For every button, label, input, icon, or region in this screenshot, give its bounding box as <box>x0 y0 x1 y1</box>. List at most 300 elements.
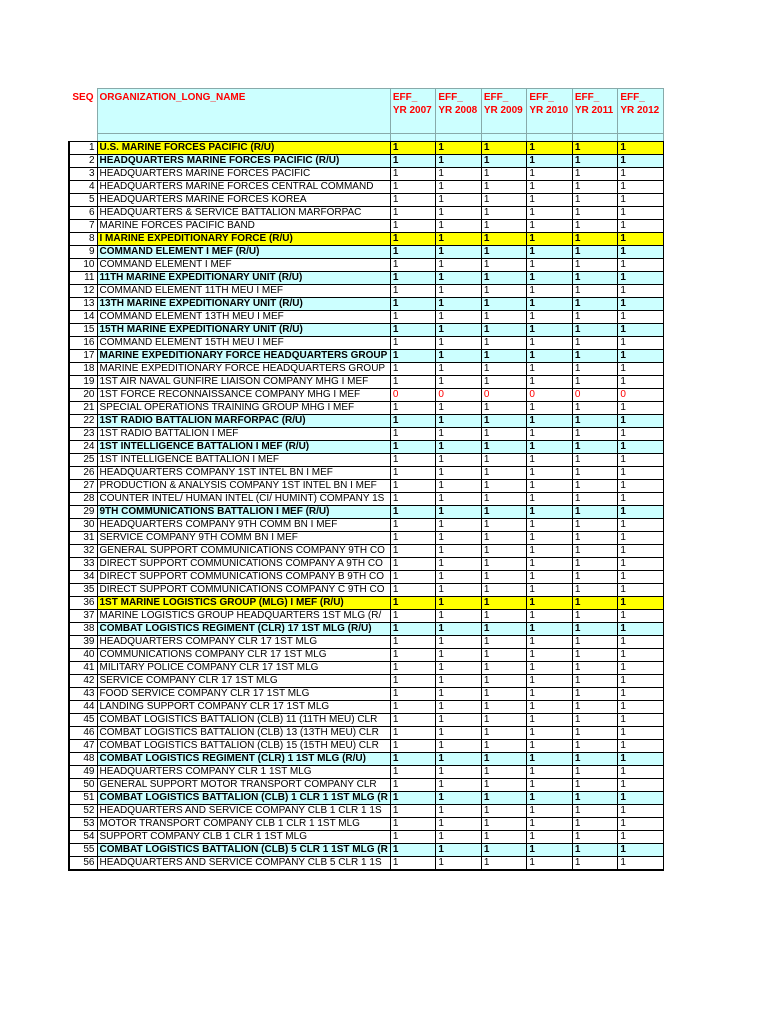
year-value-cell: 1 <box>390 584 436 597</box>
year-value-cell: 1 <box>572 415 618 428</box>
year-value-cell: 1 <box>572 532 618 545</box>
spacer-cell <box>527 134 573 142</box>
year-value-cell: 1 <box>481 779 527 792</box>
year-value-cell: 1 <box>390 792 436 805</box>
year-value-cell: 1 <box>390 233 436 246</box>
year-value-cell: 1 <box>481 558 527 571</box>
year-value-cell: 1 <box>390 597 436 610</box>
year-value-cell: 1 <box>390 831 436 844</box>
year-value-cell: 1 <box>572 805 618 818</box>
year-value-cell: 1 <box>481 818 527 831</box>
year-value-cell: 1 <box>572 493 618 506</box>
year-value-cell: 1 <box>481 441 527 454</box>
year-value-cell: 1 <box>390 558 436 571</box>
organization-table <box>68 88 664 871</box>
year-value-cell: 1 <box>436 857 482 871</box>
year-value-cell: 1 <box>527 792 573 805</box>
year-value-cell: 1 <box>436 766 482 779</box>
org-name-cell: HEADQUARTERS COMPANY CLR 1 1ST MLG <box>97 766 390 779</box>
year-value-cell: 1 <box>527 350 573 363</box>
seq-cell: 50 <box>69 779 97 792</box>
year-value-cell: 1 <box>572 623 618 636</box>
org-name-cell: SPECIAL OPERATIONS TRAINING GROUP MHG I MEF <box>97 402 390 415</box>
year-value-cell: 1 <box>618 571 664 584</box>
year-value-cell: 1 <box>527 272 573 285</box>
seq-cell: 47 <box>69 740 97 753</box>
year-value-cell: 1 <box>572 441 618 454</box>
year-value-cell: 1 <box>436 688 482 701</box>
org-name-cell: 13TH MARINE EXPEDITIONARY UNIT (R/U) <box>97 298 390 311</box>
year-value-cell: 1 <box>572 519 618 532</box>
year-value-cell: 1 <box>481 740 527 753</box>
seq-cell: 13 <box>69 298 97 311</box>
year-value-cell: 1 <box>481 753 527 766</box>
year-value-cell: 1 <box>436 324 482 337</box>
org-name-cell: DIRECT SUPPORT COMMUNICATIONS COMPANY A 9TH CO <box>97 558 390 571</box>
year-value-cell: 1 <box>436 493 482 506</box>
year-value-cell: 1 <box>481 467 527 480</box>
year-value-cell: 1 <box>436 194 482 207</box>
year-value-cell: 1 <box>436 181 482 194</box>
year-value-cell: 1 <box>436 259 482 272</box>
year-value-cell: 1 <box>436 714 482 727</box>
year-value-cell: 1 <box>618 636 664 649</box>
table-row <box>69 181 663 194</box>
year-value-cell: 1 <box>436 727 482 740</box>
org-name-cell: HEADQUARTERS AND SERVICE COMPANY CLB 1 CLR 1 1S <box>97 805 390 818</box>
year-value-cell: 1 <box>481 428 527 441</box>
year-value-cell: 1 <box>390 805 436 818</box>
org-name-cell: HEADQUARTERS MARINE FORCES KOREA <box>97 194 390 207</box>
year-value-cell: 1 <box>572 727 618 740</box>
year-value-cell: 1 <box>390 610 436 623</box>
year-value-cell: 1 <box>527 701 573 714</box>
year-value-cell: 1 <box>618 649 664 662</box>
year-value-cell: 0 <box>572 389 618 402</box>
year-value-cell: 0 <box>436 389 482 402</box>
year-value-cell: 1 <box>390 454 436 467</box>
year-value-cell: 1 <box>390 402 436 415</box>
table-row <box>69 389 663 402</box>
seq-cell: 54 <box>69 831 97 844</box>
year-value-cell: 1 <box>436 740 482 753</box>
year-value-cell: 1 <box>436 558 482 571</box>
year-value-cell: 1 <box>436 805 482 818</box>
year-value-cell: 1 <box>618 675 664 688</box>
year-value-cell: 1 <box>527 727 573 740</box>
year-value-cell: 1 <box>618 272 664 285</box>
seq-cell: 4 <box>69 181 97 194</box>
year-value-cell: 1 <box>390 519 436 532</box>
table-row <box>69 857 663 871</box>
year-value-cell: 1 <box>572 688 618 701</box>
table-row <box>69 194 663 207</box>
spacer-cell <box>97 134 390 142</box>
seq-cell: 8 <box>69 233 97 246</box>
year-value-cell: 1 <box>572 324 618 337</box>
year-value-cell: 1 <box>481 337 527 350</box>
year-value-cell: 1 <box>390 701 436 714</box>
year-value-cell: 1 <box>572 428 618 441</box>
year-value-cell: 1 <box>572 558 618 571</box>
table-row <box>69 402 663 415</box>
year-value-cell: 1 <box>572 636 618 649</box>
table-row <box>69 324 663 337</box>
year-value-cell: 1 <box>390 285 436 298</box>
table-row <box>69 142 663 155</box>
year-value-cell: 1 <box>527 818 573 831</box>
spacer-cell <box>69 134 97 142</box>
table-row <box>69 714 663 727</box>
org-name-cell: DIRECT SUPPORT COMMUNICATIONS COMPANY C 9TH CO <box>97 584 390 597</box>
year-value-cell: 1 <box>618 376 664 389</box>
org-name-cell: HEADQUARTERS MARINE FORCES PACIFIC <box>97 168 390 181</box>
year-value-cell: 1 <box>618 311 664 324</box>
year-value-cell: 1 <box>481 207 527 220</box>
seq-cell: 40 <box>69 649 97 662</box>
year-value-cell: 1 <box>481 727 527 740</box>
year-value-cell: 1 <box>618 584 664 597</box>
year-value-cell: 1 <box>618 844 664 857</box>
year-value-cell: 1 <box>527 532 573 545</box>
table-row <box>69 753 663 766</box>
year-value-cell: 1 <box>527 480 573 493</box>
org-name-cell: MARINE LOGISTICS GROUP HEADQUARTERS 1ST MLG (R/ <box>97 610 390 623</box>
seq-cell: 48 <box>69 753 97 766</box>
year-value-cell: 1 <box>618 142 664 155</box>
year-value-cell: 1 <box>436 480 482 493</box>
table-row <box>69 441 663 454</box>
year-value-cell: 1 <box>527 441 573 454</box>
year-value-cell: 1 <box>618 155 664 168</box>
year-value-cell: 1 <box>527 805 573 818</box>
year-value-cell: 1 <box>527 636 573 649</box>
org-name-cell: 9TH COMMUNICATIONS BATTALION I MEF (R/U) <box>97 506 390 519</box>
year-value-cell: 1 <box>390 298 436 311</box>
seq-cell: 38 <box>69 623 97 636</box>
year-value-cell: 1 <box>481 701 527 714</box>
year-value-cell: 1 <box>481 493 527 506</box>
seq-cell: 18 <box>69 363 97 376</box>
year-value-cell: 1 <box>436 285 482 298</box>
year-value-cell: 1 <box>436 584 482 597</box>
table-row <box>69 740 663 753</box>
year-value-cell: 1 <box>572 207 618 220</box>
table-row <box>69 597 663 610</box>
year-value-cell: 1 <box>618 766 664 779</box>
year-value-cell: 1 <box>618 532 664 545</box>
year-value-cell: 1 <box>390 675 436 688</box>
org-name-cell: COMBAT LOGISTICS BATTALION (CLB) 11 (11TH MEU) CLR <box>97 714 390 727</box>
year-value-cell: 1 <box>481 376 527 389</box>
year-value-cell: 1 <box>618 545 664 558</box>
org-name-cell: MARINE EXPEDITIONARY FORCE HEADQUARTERS GROUP <box>97 363 390 376</box>
year-value-cell: 1 <box>618 714 664 727</box>
year-value-cell: 1 <box>527 688 573 701</box>
org-name-cell: MARINE EXPEDITIONARY FORCE HEADQUARTERS GROUP <box>97 350 390 363</box>
year-value-cell: 1 <box>527 337 573 350</box>
year-value-cell: 1 <box>527 311 573 324</box>
org-name-cell: GENERAL SUPPORT COMMUNICATIONS COMPANY 9TH CO <box>97 545 390 558</box>
year-value-cell: 1 <box>481 324 527 337</box>
year-value-cell: 1 <box>527 714 573 727</box>
table-row <box>69 155 663 168</box>
year-value-cell: 1 <box>390 142 436 155</box>
year-value-cell: 1 <box>436 233 482 246</box>
table-row <box>69 519 663 532</box>
year-value-cell: 1 <box>618 480 664 493</box>
org-name-cell: 1ST FORCE RECONNAISSANCE COMPANY MHG I MEF <box>97 389 390 402</box>
org-name-cell: MOTOR TRANSPORT COMPANY CLB 1 CLR 1 1ST MLG <box>97 818 390 831</box>
year-value-cell: 1 <box>390 727 436 740</box>
seq-cell: 12 <box>69 285 97 298</box>
year-value-cell: 1 <box>481 597 527 610</box>
year-value-cell: 1 <box>572 844 618 857</box>
seq-cell: 37 <box>69 610 97 623</box>
seq-cell: 46 <box>69 727 97 740</box>
year-value-cell: 1 <box>481 532 527 545</box>
year-value-cell: 1 <box>618 220 664 233</box>
year-value-cell: 1 <box>481 480 527 493</box>
table-row <box>69 831 663 844</box>
table-row <box>69 584 663 597</box>
year-value-cell: 1 <box>390 714 436 727</box>
seq-cell: 42 <box>69 675 97 688</box>
org-name-cell: PRODUCTION & ANALYSIS COMPANY 1ST INTEL BN I MEF <box>97 480 390 493</box>
table-row <box>69 506 663 519</box>
table-row <box>69 350 663 363</box>
year-value-cell: 1 <box>572 350 618 363</box>
org-name-cell: COUNTER INTEL/ HUMAN INTEL (CI/ HUMINT) COMPANY 1S <box>97 493 390 506</box>
year-value-cell: 1 <box>572 714 618 727</box>
year-value-cell: 1 <box>481 454 527 467</box>
year-value-cell: 1 <box>527 194 573 207</box>
year-value-cell: 1 <box>436 467 482 480</box>
year-value-cell: 1 <box>390 441 436 454</box>
seq-cell: 19 <box>69 376 97 389</box>
year-value-cell: 1 <box>572 285 618 298</box>
table-row <box>69 415 663 428</box>
year-value-cell: 1 <box>618 168 664 181</box>
year-value-cell: 1 <box>572 168 618 181</box>
year-value-cell: 1 <box>527 831 573 844</box>
year-value-cell: 1 <box>618 558 664 571</box>
year-value-cell: 1 <box>618 662 664 675</box>
seq-cell: 10 <box>69 259 97 272</box>
year-value-cell: 1 <box>572 194 618 207</box>
spacer-cell <box>436 134 482 142</box>
year-value-cell: 1 <box>481 246 527 259</box>
org-name-cell: 1ST INTELLIGENCE BATTALION I MEF <box>97 454 390 467</box>
year-value-cell: 1 <box>390 259 436 272</box>
year-value-cell: 0 <box>481 389 527 402</box>
seq-cell: 33 <box>69 558 97 571</box>
year-value-cell: 1 <box>527 155 573 168</box>
year-value-cell: 1 <box>390 662 436 675</box>
year-value-cell: 1 <box>390 350 436 363</box>
year-value-cell: 1 <box>572 311 618 324</box>
year-value-cell: 1 <box>527 545 573 558</box>
year-header: EFF_ YR 2007 <box>390 89 436 134</box>
year-value-cell: 1 <box>572 766 618 779</box>
org-name-cell: SERVICE COMPANY 9TH COMM BN I MEF <box>97 532 390 545</box>
year-value-cell: 1 <box>618 506 664 519</box>
year-value-cell: 1 <box>390 428 436 441</box>
year-value-cell: 1 <box>572 337 618 350</box>
seq-cell: 2 <box>69 155 97 168</box>
table-row <box>69 818 663 831</box>
year-value-cell: 1 <box>390 168 436 181</box>
year-value-cell: 1 <box>436 441 482 454</box>
year-value-cell: 1 <box>618 610 664 623</box>
org-name-cell: SUPPORT COMPANY CLB 1 CLR 1 1ST MLG <box>97 831 390 844</box>
year-value-cell: 1 <box>618 337 664 350</box>
seq-cell: 31 <box>69 532 97 545</box>
year-value-cell: 1 <box>390 649 436 662</box>
year-value-cell: 1 <box>527 675 573 688</box>
year-value-cell: 1 <box>572 233 618 246</box>
table-row <box>69 779 663 792</box>
year-value-cell: 1 <box>572 454 618 467</box>
org-name-cell: COMMAND ELEMENT I MEF (R/U) <box>97 246 390 259</box>
seq-cell: 55 <box>69 844 97 857</box>
org-name-cell: COMMAND ELEMENT 13TH MEU I MEF <box>97 311 390 324</box>
table-row <box>69 285 663 298</box>
year-value-cell: 1 <box>618 818 664 831</box>
table-row <box>69 649 663 662</box>
year-value-cell: 1 <box>481 519 527 532</box>
year-value-cell: 1 <box>481 194 527 207</box>
org-name-cell: COMMAND ELEMENT I MEF <box>97 259 390 272</box>
seq-cell: 11 <box>69 272 97 285</box>
year-value-cell: 1 <box>527 649 573 662</box>
year-value-cell: 1 <box>618 623 664 636</box>
year-header: EFF_ YR 2009 <box>481 89 527 134</box>
year-value-cell: 1 <box>481 168 527 181</box>
seq-cell: 20 <box>69 389 97 402</box>
org-name-cell: COMBAT LOGISTICS REGIMENT (CLR) 17 1ST MLG (R/U) <box>97 623 390 636</box>
table-row <box>69 636 663 649</box>
year-value-cell: 1 <box>618 428 664 441</box>
year-value-cell: 1 <box>390 376 436 389</box>
year-value-cell: 1 <box>527 324 573 337</box>
header-row <box>69 89 663 134</box>
year-value-cell: 1 <box>572 259 618 272</box>
year-header: EFF_ YR 2008 <box>436 89 482 134</box>
org-name-cell: 1ST RADIO BATTALION MARFORPAC (R/U) <box>97 415 390 428</box>
year-value-cell: 1 <box>436 831 482 844</box>
year-value-cell: 1 <box>572 571 618 584</box>
year-value-cell: 0 <box>618 389 664 402</box>
year-value-cell: 1 <box>618 181 664 194</box>
year-value-cell: 1 <box>481 857 527 871</box>
year-value-cell: 1 <box>390 818 436 831</box>
year-value-cell: 1 <box>527 220 573 233</box>
year-value-cell: 1 <box>572 649 618 662</box>
org-name-cell: 1ST MARINE LOGISTICS GROUP (MLG) I MEF (R/U) <box>97 597 390 610</box>
year-value-cell: 0 <box>390 389 436 402</box>
year-value-cell: 1 <box>572 506 618 519</box>
org-name-cell: HEADQUARTERS AND SERVICE COMPANY CLB 5 CLR 1 1S <box>97 857 390 871</box>
year-value-cell: 1 <box>527 259 573 272</box>
year-header: EFF_ YR 2011 <box>572 89 618 134</box>
year-value-cell: 1 <box>618 415 664 428</box>
seq-cell: 3 <box>69 168 97 181</box>
year-value-cell: 1 <box>481 545 527 558</box>
table-row <box>69 259 663 272</box>
year-value-cell: 1 <box>572 246 618 259</box>
year-value-cell: 1 <box>390 636 436 649</box>
table-row <box>69 272 663 285</box>
org-name-cell: I MARINE EXPEDITIONARY FORCE (R/U) <box>97 233 390 246</box>
year-value-cell: 1 <box>527 662 573 675</box>
org-name-cell: DIRECT SUPPORT COMMUNICATIONS COMPANY B 9TH CO <box>97 571 390 584</box>
year-value-cell: 1 <box>527 597 573 610</box>
year-value-cell: 1 <box>618 350 664 363</box>
year-value-cell: 1 <box>436 506 482 519</box>
year-header: EFF_ YR 2012 <box>618 89 664 134</box>
year-value-cell: 1 <box>527 519 573 532</box>
year-value-cell: 1 <box>527 753 573 766</box>
year-value-cell: 1 <box>572 363 618 376</box>
org-name-cell: MARINE FORCES PACIFIC BAND <box>97 220 390 233</box>
year-value-cell: 1 <box>527 506 573 519</box>
year-value-cell: 1 <box>390 467 436 480</box>
table-row <box>69 220 663 233</box>
seq-cell: 53 <box>69 818 97 831</box>
year-value-cell: 1 <box>527 142 573 155</box>
year-value-cell: 1 <box>436 571 482 584</box>
year-value-cell: 1 <box>618 753 664 766</box>
seq-cell: 21 <box>69 402 97 415</box>
year-value-cell: 1 <box>527 415 573 428</box>
year-value-cell: 1 <box>527 740 573 753</box>
year-value-cell: 1 <box>390 532 436 545</box>
year-value-cell: 1 <box>618 259 664 272</box>
year-value-cell: 1 <box>527 454 573 467</box>
year-value-cell: 1 <box>390 753 436 766</box>
seq-cell: 5 <box>69 194 97 207</box>
year-value-cell: 1 <box>390 181 436 194</box>
year-value-cell: 1 <box>436 597 482 610</box>
table-row <box>69 376 663 389</box>
seq-cell: 9 <box>69 246 97 259</box>
year-value-cell: 1 <box>618 519 664 532</box>
year-value-cell: 1 <box>481 506 527 519</box>
table-row <box>69 480 663 493</box>
table-row <box>69 493 663 506</box>
org-name-cell: HEADQUARTERS COMPANY 9TH COMM BN I MEF <box>97 519 390 532</box>
year-value-cell: 1 <box>481 233 527 246</box>
year-value-cell: 1 <box>436 519 482 532</box>
year-value-cell: 1 <box>481 584 527 597</box>
year-value-cell: 1 <box>481 649 527 662</box>
year-value-cell: 1 <box>618 779 664 792</box>
year-value-cell: 1 <box>481 623 527 636</box>
year-value-cell: 1 <box>481 688 527 701</box>
year-value-cell: 1 <box>618 441 664 454</box>
year-value-cell: 1 <box>527 558 573 571</box>
seq-cell: 7 <box>69 220 97 233</box>
table-row <box>69 363 663 376</box>
org-name-cell: COMMAND ELEMENT 15TH MEU I MEF <box>97 337 390 350</box>
seq-cell: 49 <box>69 766 97 779</box>
year-value-cell: 1 <box>527 246 573 259</box>
year-value-cell: 1 <box>390 415 436 428</box>
seq-cell: 23 <box>69 428 97 441</box>
seq-cell: 35 <box>69 584 97 597</box>
seq-header: SEQ <box>69 89 97 134</box>
